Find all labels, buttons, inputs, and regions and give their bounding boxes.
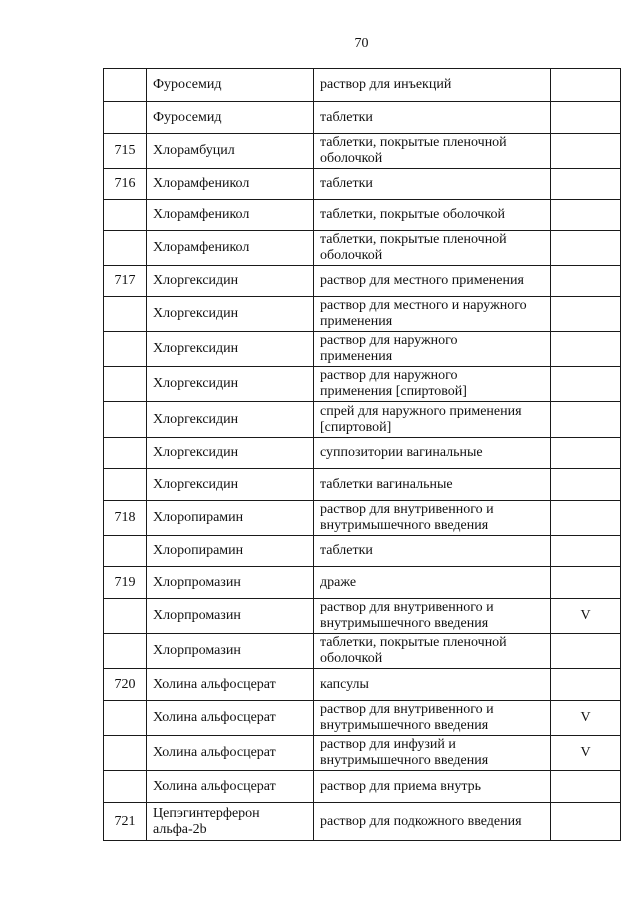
drug-name: Фуросемид (147, 102, 314, 134)
drug-name: Хлорамфеникол (147, 231, 314, 266)
drug-name: Хлоргексидин (147, 367, 314, 402)
page-number: 70 (354, 36, 369, 51)
table-row (104, 200, 621, 231)
row-number: 720 (104, 669, 147, 701)
row-number (104, 599, 147, 634)
drug-name: Хлоргексидин (147, 297, 314, 332)
table-row (104, 669, 621, 701)
drug-name: Фуросемид (147, 69, 314, 102)
row-number: 719 (104, 567, 147, 599)
dosage-form: таблетки, покрытые пленочной оболочкой (314, 231, 551, 266)
drug-name: Холина альфосцерат (147, 701, 314, 736)
mark-cell (551, 297, 621, 332)
dosage-form: драже (314, 567, 551, 599)
table-row (104, 332, 621, 367)
row-number (104, 469, 147, 501)
dosage-form: раствор для внутривенного и внутримышечного введения (314, 701, 551, 736)
mark-cell (551, 803, 621, 841)
table-row (104, 402, 621, 438)
table-row (104, 701, 621, 736)
dosage-form: спрей для наружного применения [спиртовой] (314, 402, 551, 438)
row-number (104, 367, 147, 402)
mark-cell (551, 567, 621, 599)
mark-cell (551, 669, 621, 701)
drug-name: Хлорпромазин (147, 634, 314, 669)
row-number (104, 102, 147, 134)
drug-name: Хлорпромазин (147, 567, 314, 599)
dosage-form: раствор для местного применения (314, 266, 551, 297)
drug-name: Холина альфосцерат (147, 771, 314, 803)
row-number (104, 634, 147, 669)
row-number (104, 438, 147, 469)
mark-cell (551, 169, 621, 200)
mark-cell (551, 231, 621, 266)
mark-cell (551, 69, 621, 102)
drug-name: Холина альфосцерат (147, 736, 314, 771)
row-number (104, 231, 147, 266)
mark-cell (551, 200, 621, 231)
row-number (104, 200, 147, 231)
drug-name: Хлоропирамин (147, 536, 314, 567)
table-row (104, 102, 621, 134)
mark-cell: V (551, 599, 621, 634)
mark-cell (551, 402, 621, 438)
table-row (104, 803, 621, 841)
dosage-form: раствор для наружного применения [спиртовой] (314, 367, 551, 402)
mark-cell (551, 134, 621, 169)
drug-name: Хлорпромазин (147, 599, 314, 634)
table-row (104, 469, 621, 501)
row-number (104, 297, 147, 332)
mark-cell (551, 102, 621, 134)
row-number (104, 332, 147, 367)
dosage-form: капсулы (314, 669, 551, 701)
drug-name: Хлоропирамин (147, 501, 314, 536)
dosage-form: раствор для подкожного введения (314, 803, 551, 841)
dosage-form: суппозитории вагинальные (314, 438, 551, 469)
drug-name: Холина альфосцерат (147, 669, 314, 701)
dosage-form: раствор для инъекций (314, 69, 551, 102)
mark-cell (551, 438, 621, 469)
row-number: 716 (104, 169, 147, 200)
dosage-form: таблетки, покрытые пленочной оболочкой (314, 134, 551, 169)
drug-name: Цепэгинтерферон альфа-2b (147, 803, 314, 841)
mark-cell: V (551, 736, 621, 771)
drug-name: Хлоргексидин (147, 438, 314, 469)
drug-name: Хлорамфеникол (147, 169, 314, 200)
row-number: 721 (104, 803, 147, 841)
dosage-form: раствор для внутривенного и внутримышечного введения (314, 501, 551, 536)
drug-name: Хлоргексидин (147, 332, 314, 367)
dosage-form: раствор для местного и наружного применения (314, 297, 551, 332)
dosage-form: раствор для внутривенного и внутримышечного введения (314, 599, 551, 634)
drug-name: Хлорамфеникол (147, 200, 314, 231)
drug-table-body (104, 69, 621, 841)
table-row (104, 438, 621, 469)
mark-cell (551, 332, 621, 367)
drug-name: Хлорамбуцил (147, 134, 314, 169)
table-row (104, 266, 621, 297)
mark-cell (551, 367, 621, 402)
mark-cell (551, 536, 621, 567)
table-row (104, 771, 621, 803)
row-number (104, 771, 147, 803)
drug-name: Хлоргексидин (147, 266, 314, 297)
mark-cell (551, 266, 621, 297)
table-row (104, 297, 621, 332)
drug-name: Хлоргексидин (147, 402, 314, 438)
dosage-form: таблетки вагинальные (314, 469, 551, 501)
table-row (104, 367, 621, 402)
row-number: 715 (104, 134, 147, 169)
row-number (104, 701, 147, 736)
row-number (104, 402, 147, 438)
table-row (104, 599, 621, 634)
mark-cell (551, 501, 621, 536)
table-row (104, 567, 621, 599)
dosage-form: раствор для инфузий и внутримышечного введения (314, 736, 551, 771)
dosage-form: раствор для наружного применения (314, 332, 551, 367)
row-number (104, 69, 147, 102)
dosage-form: таблетки, покрытые оболочкой (314, 200, 551, 231)
row-number (104, 736, 147, 771)
dosage-form: таблетки (314, 169, 551, 200)
mark-cell: V (551, 701, 621, 736)
table-row (104, 169, 621, 200)
mark-cell (551, 634, 621, 669)
table-row (104, 69, 621, 102)
drug-table (103, 68, 621, 841)
dosage-form: таблетки, покрытые пленочной оболочкой (314, 634, 551, 669)
drug-name: Хлоргексидин (147, 469, 314, 501)
row-number (104, 536, 147, 567)
table-row (104, 501, 621, 536)
mark-cell (551, 469, 621, 501)
row-number: 717 (104, 266, 147, 297)
mark-cell (551, 771, 621, 803)
table-row (104, 536, 621, 567)
dosage-form: таблетки (314, 536, 551, 567)
table-row (104, 134, 621, 169)
dosage-form: раствор для приема внутрь (314, 771, 551, 803)
table-row (104, 736, 621, 771)
table-row (104, 634, 621, 669)
dosage-form: таблетки (314, 102, 551, 134)
table-row (104, 231, 621, 266)
row-number: 718 (104, 501, 147, 536)
